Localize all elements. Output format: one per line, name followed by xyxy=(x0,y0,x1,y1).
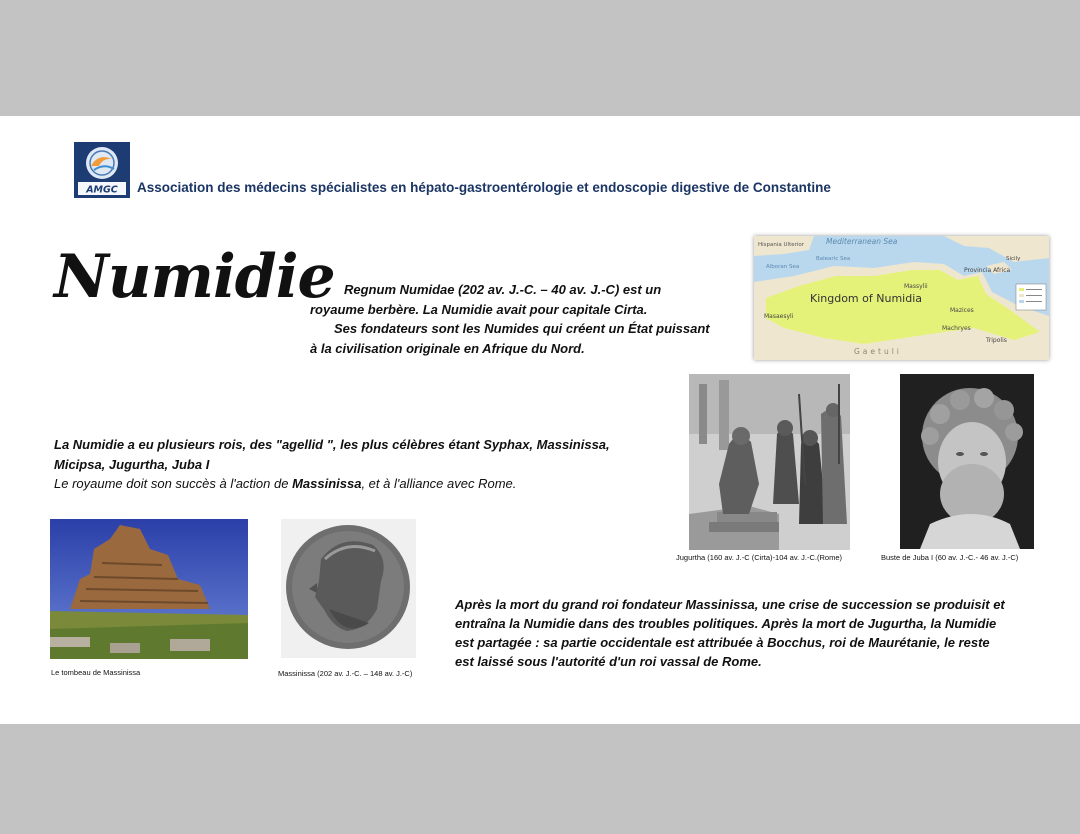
tomb-caption: Le tombeau de Massinissa xyxy=(51,668,141,677)
svg-text:Provincia Africa: Provincia Africa xyxy=(964,267,1011,274)
jugurtha-caption: Jugurtha (160 av. J.-C (Cirta)-104 av. J.-C.(Rome) xyxy=(676,553,843,562)
massinissa-emphasis: Massinissa xyxy=(292,476,362,491)
intro-line: royaume berbère. La Numidie avait pour capitale Cirta. xyxy=(310,301,648,317)
kings-line: Micipsa, Jugurtha, Juba I xyxy=(54,456,210,472)
svg-text:Machryes: Machryes xyxy=(942,325,971,332)
page-title: Numidie xyxy=(54,242,335,312)
kings-line: Le royaume doit son succès à l'action de xyxy=(54,476,293,491)
numidia-map xyxy=(754,236,1049,360)
svg-text:Tripolis: Tripolis xyxy=(986,337,1007,344)
kings-line: , et à l'alliance avec Rome. xyxy=(361,476,517,491)
svg-text:Massylii: Massylii xyxy=(904,283,928,290)
svg-text:Hispania Ulterior: Hispania Ulterior xyxy=(758,242,805,248)
svg-text:Sicily: Sicily xyxy=(1006,256,1021,262)
svg-text:AMGC: AMGC xyxy=(86,184,118,196)
jugurtha-engraving xyxy=(689,374,850,550)
succession-line: Après la mort du grand roi fondateur Massinissa, une crise de succession se produisit et xyxy=(455,597,1005,612)
tomb-photo xyxy=(50,519,248,659)
svg-text:Gaetuli: Gaetuli xyxy=(854,347,902,356)
svg-text:Mediterranean Sea: Mediterranean Sea xyxy=(826,237,898,246)
intro-line: Ses fondateurs sont les Numides qui créent un État puissant xyxy=(334,321,710,336)
succession-paragraph xyxy=(455,595,1055,671)
svg-text:Mazices: Mazices xyxy=(950,307,974,314)
juba-caption: Buste de Juba I (60 av. J.-C.- 46 av. J.-C) xyxy=(881,553,1019,562)
association-name: Association des médecins spécialistes en hépato-gastroentérologie et endoscopie digestive de Constantine xyxy=(137,180,831,195)
svg-text:Kingdom of Numidia: Kingdom of Numidia xyxy=(810,292,922,305)
svg-text:Alboran Sea: Alboran Sea xyxy=(766,264,800,270)
succession-line: est partagée : sa partie occidentale est attribuée à Bocchus, roi de Maurétanie, le reste xyxy=(455,635,990,650)
intro-paragraph xyxy=(310,280,750,358)
svg-text:Masaesyli: Masaesyli xyxy=(764,313,794,320)
succession-line: entraîna la Numidie dans des troubles politiques. Après la mort de Jugurtha, la Numidie xyxy=(455,616,997,631)
svg-text:Balearic Sea: Balearic Sea xyxy=(816,256,851,262)
coin-caption: Massinissa (202 av. J.-C. – 148 av. J.-C) xyxy=(278,669,413,678)
massinissa-coin-photo xyxy=(281,519,416,658)
association-logo xyxy=(74,142,130,198)
succession-line: est laissé sous l'autorité d'un roi vassal de Rome. xyxy=(455,654,762,669)
intro-line: Regnum Numidae (202 av. J.-C. – 40 av. J.-C) est un xyxy=(344,282,662,297)
kings-line: La Numidie a eu plusieurs rois, des "agellid ", les plus célèbres étant Syphax, Massinissa, xyxy=(54,437,610,452)
intro-line: à la civilisation originale en Afrique du Nord. xyxy=(310,340,585,356)
juba-bust-photo xyxy=(900,374,1034,549)
kings-paragraph xyxy=(54,435,654,494)
